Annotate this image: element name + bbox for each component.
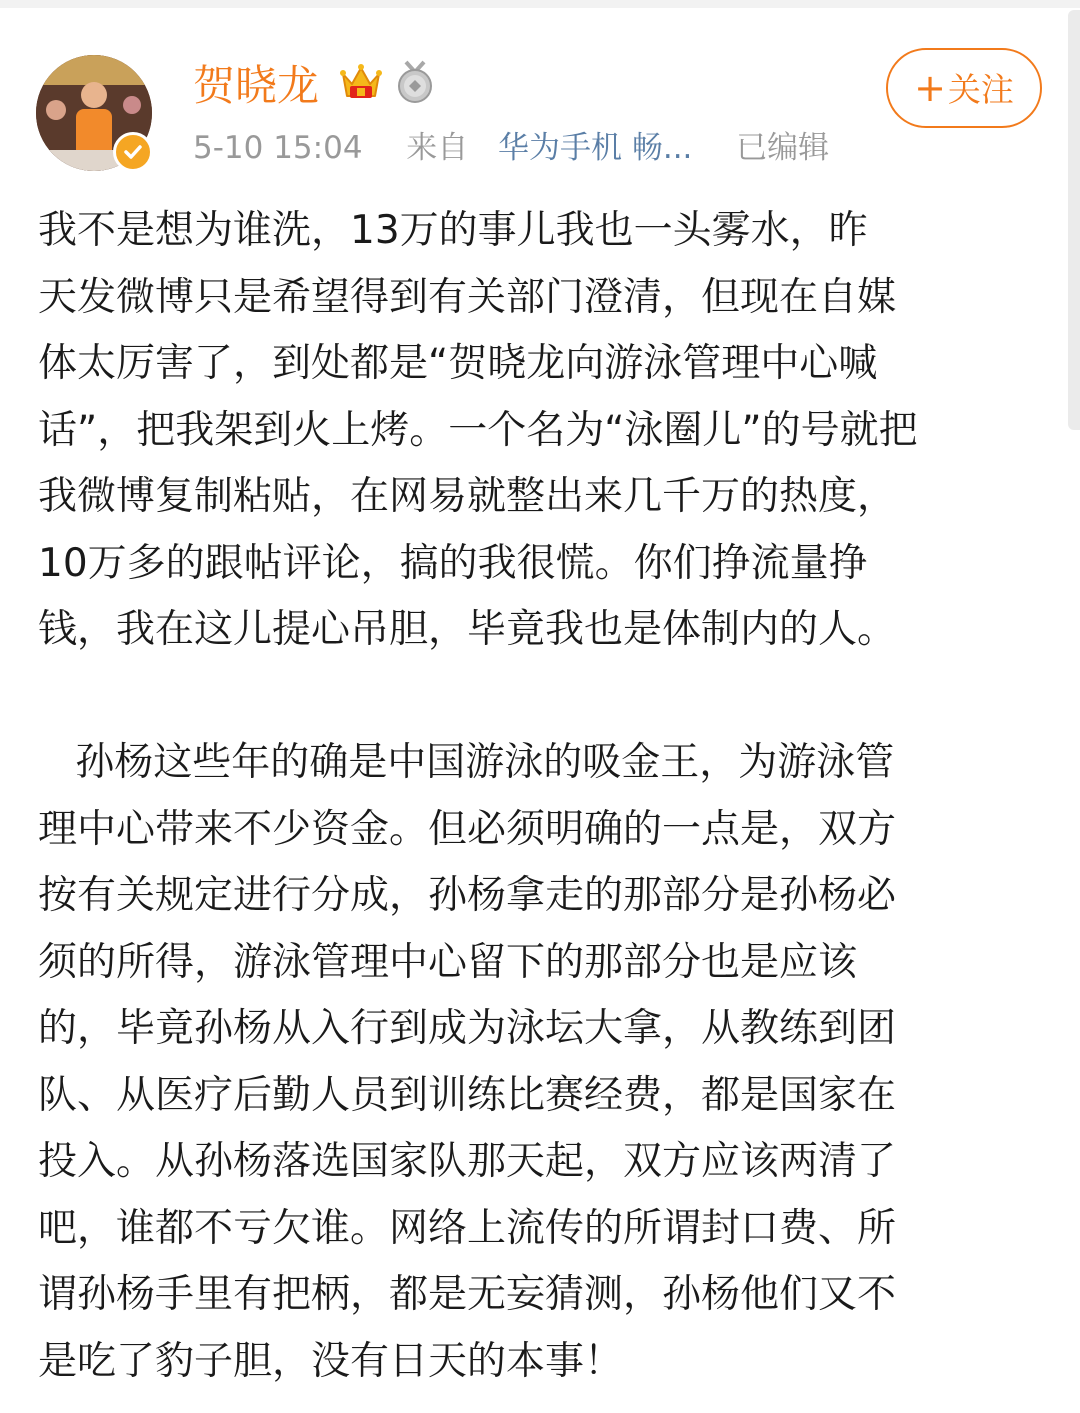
post-body	[38, 198, 1032, 1395]
vip-crown-icon[interactable]	[338, 60, 384, 106]
post-meta	[193, 126, 829, 170]
post-line: 天发微博只是希望得到有关部门澄清，但现在自媒	[38, 274, 897, 320]
status-bar-strip	[0, 0, 1080, 8]
post-line: 的，毕竟孙杨从入行到成为泳坛大拿，从教练到团	[38, 1006, 897, 1051]
post-line: 10万多的跟帖评论，搞的我很慌。你们挣流量挣	[38, 540, 868, 586]
post-line: 钱，我在这儿提心吊胆，毕竟我也是体制内的人。	[38, 607, 897, 652]
post-line: 体太厉害了，到处都是“贺晓龙向游泳管理中心喊	[38, 341, 878, 386]
post-line: 话”，把我架到火上烤。一个名为“泳圈儿”的号就把	[38, 407, 918, 453]
follow-button[interactable]	[886, 48, 1042, 128]
post-line: 按有关规定进行分成，孙杨拿走的那部分是孙杨必	[38, 873, 897, 918]
edited-label[interactable]: 已编辑	[736, 130, 830, 166]
paragraph-gap	[38, 664, 1032, 731]
post-line: 投入。从孙杨落选国家队那天起，双方应该两清了	[38, 1139, 897, 1184]
medal-icon[interactable]	[394, 60, 436, 104]
post-line: 理中心带来不少资金。但必须明确的一点是，双方	[38, 806, 897, 852]
verified-badge-icon	[113, 132, 153, 172]
post-line: 我不是想为谁洗，13万的事儿我也一头雾水，昨	[38, 208, 868, 253]
post-line: 吧，谁都不亏欠谁。网络上流传的所谓封口费、所	[38, 1205, 897, 1251]
plus-icon: +	[914, 66, 946, 110]
scroll-indicator[interactable]	[1068, 10, 1080, 430]
source-prefix: 来自	[406, 130, 469, 166]
post-line: 孙杨这些年的确是中国游泳的吸金王，为游泳管	[38, 740, 895, 785]
source-device-link[interactable]: 华为手机 畅...	[497, 130, 693, 166]
post-line: 须的所得，游泳管理中心留下的那部分也是应该	[38, 939, 858, 985]
post-line: 队、从医疗后勤人员到训练比赛经费，都是国家在	[38, 1072, 897, 1118]
post-line: 是吃了豹子胆，没有日天的本事！	[38, 1338, 624, 1384]
post-line: 我微博复制粘贴，在网易就整出来几千万的热度，	[38, 474, 897, 519]
post-timestamp: 5-10 15:04	[193, 130, 363, 166]
follow-button-label: 关注	[947, 70, 1014, 109]
post-line: 谓孙杨手里有把柄，都是无妄猜测，孙杨他们又不	[38, 1272, 897, 1317]
username[interactable]: 贺晓龙	[193, 61, 320, 110]
